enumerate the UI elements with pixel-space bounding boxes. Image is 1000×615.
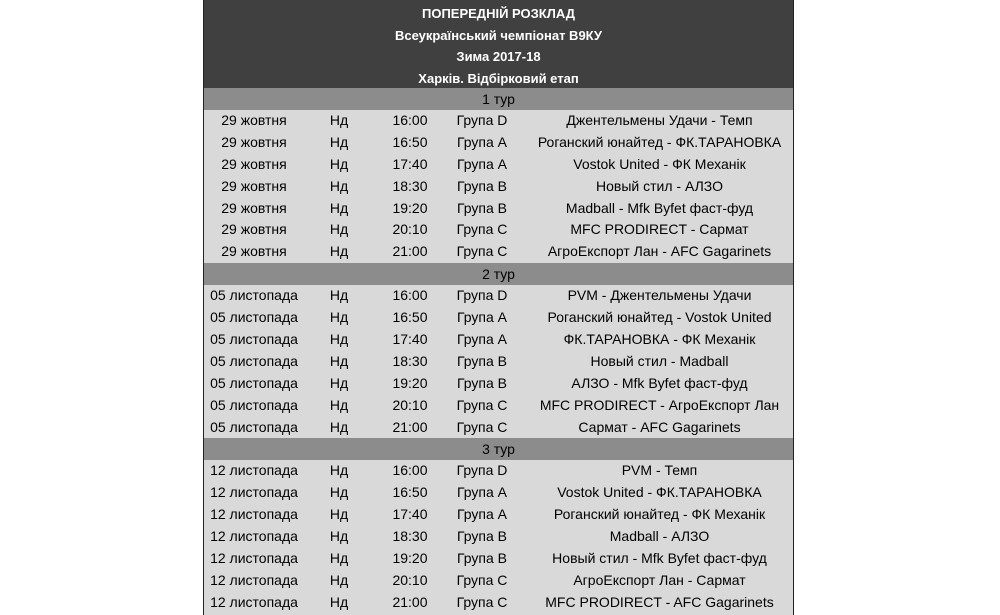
match-teams: Роганский юнайтед - ФК.ТАРАНОВКА (537, 133, 782, 150)
match-day: Нд (329, 462, 349, 479)
match-date: 29 жовтня (221, 199, 287, 216)
match-time: 16:00 (392, 287, 428, 304)
match-day: Нд (329, 133, 349, 150)
match-group: Група A (456, 331, 508, 348)
match-teams: Новый стил - Madball (590, 352, 729, 369)
header-season: Зима 2017-18 (456, 49, 541, 64)
match-row (204, 351, 793, 373)
match-day: Нд (329, 112, 349, 128)
match-teams: Роганский юнайтед - Vostok United (547, 309, 772, 326)
match-time: 17:40 (392, 155, 428, 172)
schedule-sheet (203, 0, 794, 615)
match-group: Група C (456, 571, 508, 588)
match-date: 29 жовтня (221, 133, 287, 150)
match-day: Нд (329, 352, 349, 369)
match-group: Група B (456, 550, 508, 567)
match-date: 29 жовтня (221, 177, 287, 194)
match-time: 21:00 (392, 593, 428, 610)
match-date: 29 жовтня (221, 243, 287, 260)
match-group: Група C (456, 593, 508, 610)
match-date: 05 листопада (210, 396, 298, 413)
match-time: 18:30 (392, 352, 428, 369)
match-date: 05 листопада (210, 309, 298, 326)
match-time: 17:40 (392, 506, 428, 523)
match-date: 12 листопада (210, 506, 298, 523)
match-date: 12 листопада (210, 593, 298, 610)
match-day: Нд (329, 571, 349, 588)
match-day: Нд (329, 221, 349, 238)
match-group: Група C (456, 221, 508, 238)
match-time: 19:20 (392, 199, 428, 216)
match-day: Нд (329, 484, 349, 501)
match-group: Група D (456, 112, 508, 128)
match-row (204, 482, 793, 504)
match-date: 12 листопада (210, 462, 298, 479)
match-row (204, 329, 793, 351)
match-day: Нд (329, 550, 349, 567)
match-row (204, 307, 793, 329)
match-group: Група D (456, 287, 508, 304)
match-group: Група A (456, 309, 508, 326)
match-row (204, 154, 793, 176)
match-group: Група B (456, 199, 508, 216)
match-time: 21:00 (392, 418, 428, 435)
match-group: Група A (456, 155, 508, 172)
match-group: Група B (456, 352, 508, 369)
match-time: 16:00 (392, 462, 428, 479)
match-date: 05 листопада (210, 418, 298, 435)
match-day: Нд (329, 418, 349, 435)
match-row (204, 548, 793, 570)
match-teams: АгроЕкспорт Лан - AFC Gagarinets (547, 243, 772, 260)
match-teams: АЛЗО - Mfk Byfet фаст-фуд (571, 374, 748, 391)
match-group: Група B (456, 177, 508, 194)
match-row (204, 417, 793, 439)
match-group: Група B (456, 374, 508, 391)
match-teams: PVM - Джентельмены Удачи (567, 287, 752, 304)
match-time: 17:40 (392, 331, 428, 348)
match-teams: PVM - Темп (621, 462, 698, 479)
match-teams: MFC PRODIRECT - АгроЕкспорт Лан (539, 396, 780, 413)
match-day: Нд (329, 309, 349, 326)
match-time: 20:10 (392, 571, 428, 588)
match-time: 16:50 (392, 484, 428, 501)
match-teams: MFC PRODIRECT - AFC Gagarinets (545, 593, 774, 610)
match-teams: Новый стил - Mfk Byfet фаст-фуд (552, 550, 767, 567)
match-day: Нд (329, 287, 349, 304)
match-day: Нд (329, 593, 349, 610)
header-stage: Харків. Відбірковий етап (418, 70, 579, 86)
match-day: Нд (329, 243, 349, 260)
match-day: Нд (329, 177, 349, 194)
match-time: 16:50 (392, 133, 428, 150)
header-championship: Всеукраїнський чемпіонат В9КУ (394, 27, 603, 43)
match-date: 12 листопада (210, 528, 298, 545)
match-time: 16:00 (392, 112, 428, 128)
match-time: 18:30 (392, 528, 428, 545)
match-row (204, 373, 793, 395)
match-group: Група B (456, 528, 508, 545)
match-teams: Роганский юнайтед - ФК Механік (553, 506, 766, 523)
match-day: Нд (329, 506, 349, 523)
match-time: 16:50 (392, 309, 428, 326)
round-header: 3 тур (204, 438, 793, 460)
match-teams: ФК.ТАРАНОВКА - ФК Механік (563, 331, 756, 348)
match-teams: Сармат - AFC Gagarinets (578, 418, 741, 435)
match-row (204, 395, 793, 417)
match-teams: Vostok United - ФК Механік (573, 155, 746, 172)
match-row (204, 132, 793, 154)
match-row (204, 460, 793, 482)
rounds-container (204, 88, 793, 614)
match-time: 20:10 (392, 221, 428, 238)
match-group: Група A (456, 506, 508, 523)
match-date: 05 листопада (210, 331, 298, 348)
match-day: Нд (329, 155, 349, 172)
match-teams: MFC PRODIRECT - Сармат (570, 221, 749, 238)
match-teams: Madball - АЛЗО (609, 528, 710, 545)
match-date: 29 жовтня (221, 221, 287, 238)
match-row (204, 285, 793, 307)
match-date: 29 жовтня (221, 155, 287, 172)
match-date: 12 листопада (210, 550, 298, 567)
match-date: 29 жовтня (221, 112, 287, 128)
match-date: 05 листопада (210, 287, 298, 304)
match-day: Нд (329, 331, 349, 348)
round-header: 1 тур (204, 88, 793, 110)
match-row (204, 241, 793, 263)
match-teams: Vostok United - ФК.ТАРАНОВКА (557, 484, 762, 501)
match-day: Нд (329, 396, 349, 413)
match-teams: АгроЕкспорт Лан - Сармат (573, 571, 746, 588)
match-teams: Madball - Mfk Byfet фаст-фуд (565, 199, 754, 216)
match-date: 05 листопада (210, 374, 298, 391)
match-date: 05 листопада (210, 352, 298, 369)
match-day: Нд (329, 199, 349, 216)
match-day: Нд (329, 528, 349, 545)
match-row (204, 570, 793, 592)
match-day: Нд (329, 374, 349, 391)
match-time: 20:10 (392, 396, 428, 413)
schedule-header (204, 0, 793, 88)
match-time: 19:20 (392, 374, 428, 391)
match-row (204, 504, 793, 526)
match-group: Група D (456, 462, 508, 479)
round-header: 2 тур (204, 263, 793, 285)
match-time: 19:20 (392, 550, 428, 567)
match-row (204, 176, 793, 198)
match-time: 18:30 (392, 177, 428, 194)
match-group: Група A (456, 133, 508, 150)
match-teams: Новый стил - АЛЗО (596, 177, 723, 194)
match-group: Група C (456, 418, 508, 435)
match-row (204, 592, 793, 614)
match-date: 12 листопада (210, 571, 298, 588)
match-row (204, 110, 793, 132)
match-row (204, 198, 793, 220)
match-teams: Джентельмены Удачи - Темп (566, 112, 753, 128)
match-group: Група A (456, 484, 508, 501)
match-row (204, 219, 793, 241)
match-group: Група C (456, 396, 508, 413)
match-date: 12 листопада (210, 484, 298, 501)
match-time: 21:00 (392, 243, 428, 260)
header-title: ПОПЕРЕДНІЙ РОЗКЛАД (422, 6, 575, 21)
match-row (204, 526, 793, 548)
match-group: Група C (456, 243, 508, 260)
